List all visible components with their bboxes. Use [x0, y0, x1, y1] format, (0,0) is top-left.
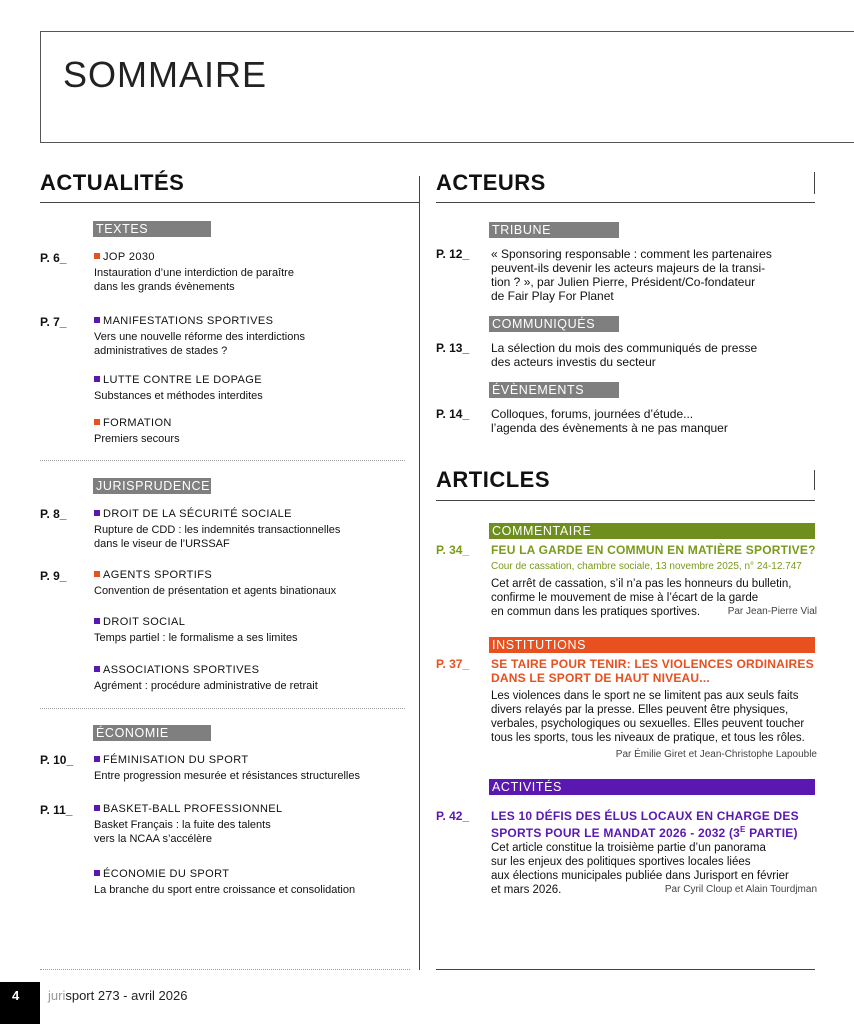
section-acteurs: ACTEURS [436, 170, 546, 195]
bottom-dotted [40, 969, 410, 970]
item-title: DROIT SOCIAL [94, 616, 185, 628]
item-title: MANIFESTATIONS SPORTIVES [94, 315, 273, 327]
article-author: Par Jean-Pierre Vial [727, 606, 817, 617]
purple-square-icon [94, 666, 100, 672]
article-source: Cour de cassation, chambre sociale, 13 novembre 2025, n° 24-12.747 [491, 561, 802, 572]
page-ref: P. 11_ [40, 803, 73, 817]
page-ref: P. 12_ [436, 247, 470, 261]
purple-square-icon [94, 618, 100, 624]
category-activites: ACTIVITÉS [489, 779, 815, 795]
page-ref: P. 8_ [40, 507, 67, 521]
article-title: LES 10 DÉFIS DES ÉLUS LOCAUX EN CHARGE DES SPORTS POUR LE MANDAT 2026 - 2032 ($3^E$ PARTIE) [491, 809, 799, 840]
item-title: BASKET-BALL PROFESSIONNEL [94, 803, 283, 815]
item-desc: Basket Français : la fuite des talents vers la NCAA s’accélère [94, 819, 271, 845]
article-desc: Cet article constitue la troisième partie d’un panorama sur les enjeux des politiques sportives locales liées aux élections municipales publiée dans Jurisport en février et mars 2026. Par Cyril Cloup et Alain Tourdjman [491, 842, 817, 896]
item-desc: Convention de présentation et agents binationaux [94, 585, 337, 597]
category-textes: TEXTES [93, 221, 211, 237]
article-title: FEU LA GARDE EN COMMUN EN MATIÈRE SPORTIVE? [491, 543, 816, 557]
footer-brand: jurisport 273 - avril 2026 [48, 988, 188, 1003]
category-evenements: ÉVÈNEMENTS [489, 382, 619, 398]
page-title: SOMMAIRE [63, 54, 268, 95]
divider-dotted [40, 708, 405, 709]
page-ref: P. 7_ [40, 315, 67, 329]
category-economie: ÉCONOMIE [93, 725, 211, 741]
item-desc: La branche du sport entre croissance et consolidation [94, 884, 356, 896]
item-title: DROIT DE LA SÉCURITÉ SOCIALE [94, 508, 292, 520]
item-title: JOP 2030 [94, 251, 155, 263]
page-ref: P. 42_ [436, 809, 470, 823]
item-desc: Rupture de CDD : les indemnités transactionnelles dans le viseur de l’URSSAF [94, 524, 341, 550]
orange-square-icon [94, 571, 100, 577]
title-box [40, 31, 854, 143]
acteurs-rule [436, 202, 815, 203]
page-ref: P. 34_ [436, 543, 470, 557]
article-desc: Cet arrêt de cassation, s’il n’a pas les honneurs du bulletin, confirme le mouvement de mise à l’écart de la garde en commun dans les pratiques sportives. Par Jean-Pierre Vial [491, 578, 817, 618]
orange-square-icon [94, 419, 100, 425]
evenements-text: Colloques, forums, journées d’étude... l’agenda des évènements à ne pas manquer [491, 407, 728, 435]
purple-square-icon [94, 317, 100, 323]
column-divider [419, 176, 420, 970]
item-desc: Instauration d’une interdiction de paraître dans les grands évènements [94, 267, 294, 293]
section-articles: ARTICLES [436, 467, 550, 492]
page-ref: P. 6_ [40, 251, 67, 265]
category-institutions: INSTITUTIONS [489, 637, 815, 653]
category-jurisprudence: JURISPRUDENCE [93, 478, 211, 494]
page-ref: P. 10_ [40, 753, 74, 767]
item-title: ASSOCIATIONS SPORTIVES [94, 664, 259, 676]
purple-square-icon [94, 510, 100, 516]
tribune-text: « Sponsoring responsable : comment les partenaires peuvent-ils devenir les acteurs majeurs de la transi- tion ? », par Julien Pierre, Président/Co-fondateur de Fair Play For Planet [491, 247, 772, 303]
item-desc: Entre progression mesurée et résistances structurelles [94, 770, 360, 782]
item-desc: Agrément : procédure administrative de retrait [94, 680, 318, 692]
item-desc: Substances et méthodes interdites [94, 390, 263, 402]
bottom-rule [436, 969, 815, 970]
item-title: FORMATION [94, 417, 172, 429]
article-author: Par Cyril Cloup et Alain Tourdjman [664, 884, 817, 895]
purple-square-icon [94, 805, 100, 811]
category-communiques: COMMUNIQUÉS [489, 316, 619, 332]
item-title: FÉMINISATION DU SPORT [94, 754, 249, 766]
communiques-text: La sélection du mois des communiqués de presse des acteurs investis du secteur [491, 341, 758, 369]
item-desc: Vers une nouvelle réforme des interdictions administratives de stades ? [94, 331, 305, 357]
acteurs-tick [814, 172, 815, 194]
article-author: Par Émilie Giret et Jean-Christophe Lapouble [615, 749, 817, 760]
category-commentaire: COMMENTAIRE [489, 523, 815, 539]
articles-tick [814, 470, 815, 490]
item-title: AGENTS SPORTIFS [94, 569, 212, 581]
category-tribune: TRIBUNE [489, 222, 619, 238]
page-ref: P. 37_ [436, 657, 470, 671]
article-desc: Les violences dans le sport ne se limitent pas aux seuls faits divers relayés par la presse. Elles peuvent être physiques, verbales, psychologiques ou sexuelles. Elles peuvent toucher tous les sports, tous les niveaux de pratique, et tous les rôles. Par Émilie Giret et Jean-Christophe Lapouble [491, 690, 817, 760]
page-number: 4 [0, 982, 40, 1024]
divider-dotted [40, 460, 405, 461]
page-ref: P. 13_ [436, 341, 470, 355]
item-desc: Temps partiel : le formalisme a ses limites [94, 632, 298, 644]
actualites-rule [40, 202, 419, 203]
item-title: LUTTE CONTRE LE DOPAGE [94, 374, 262, 386]
purple-square-icon [94, 756, 100, 762]
section-actualites: ACTUALITÉS [40, 170, 185, 195]
page-ref: P. 14_ [436, 407, 470, 421]
orange-square-icon [94, 253, 100, 259]
article-title: SE TAIRE POUR TENIR: LES VIOLENCES ORDINAIRES DANS LE SPORT DE HAUT NIVEAU... [491, 657, 814, 685]
articles-rule [436, 500, 815, 501]
purple-square-icon [94, 376, 100, 382]
page-ref: P. 9_ [40, 569, 67, 583]
item-title: ÉCONOMIE DU SPORT [94, 868, 229, 880]
item-desc: Premiers secours [94, 433, 180, 445]
purple-square-icon [94, 870, 100, 876]
